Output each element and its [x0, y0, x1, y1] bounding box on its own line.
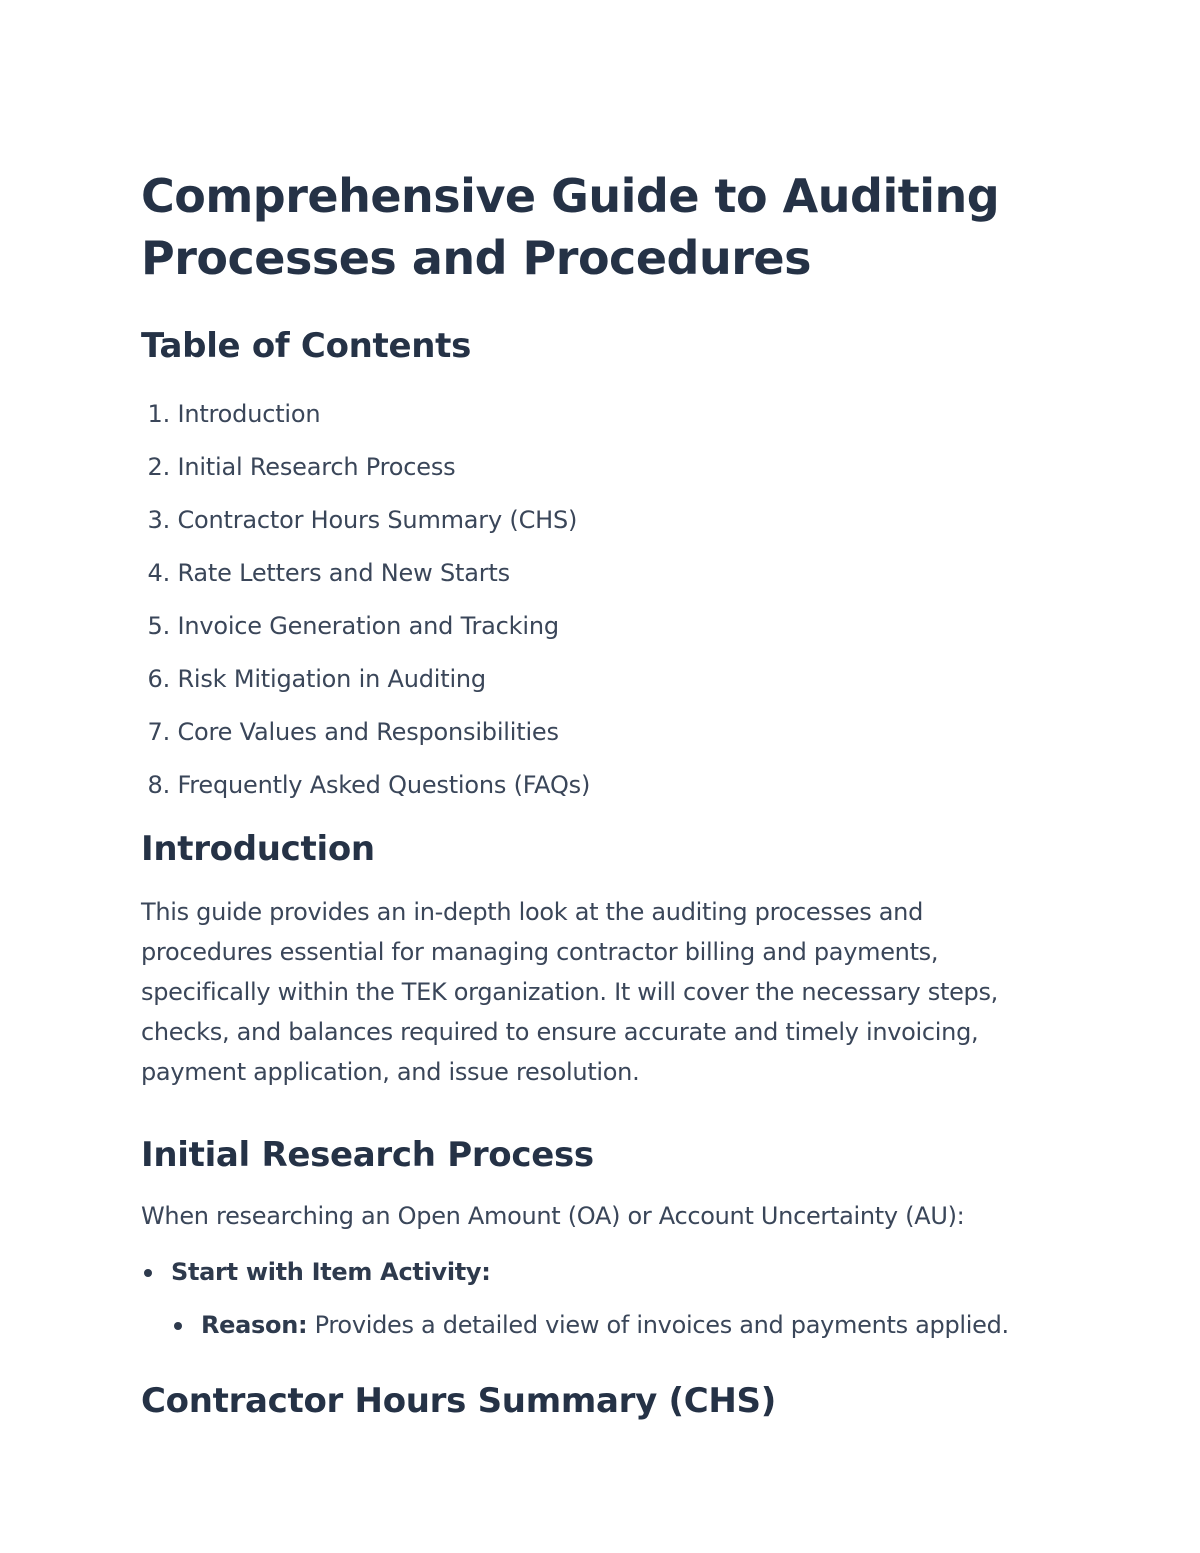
- bullet-text: Provides a detailed view of invoices and payments applied.: [307, 1311, 1009, 1339]
- chs-heading: Contractor Hours Summary (CHS): [141, 1381, 776, 1421]
- toc-item-number: 2.: [147, 453, 170, 481]
- toc-item-number: 6.: [147, 665, 170, 693]
- toc-item: [141, 653, 1061, 706]
- toc-item-label: Frequently Asked Questions (FAQs): [177, 771, 591, 799]
- research-bullet-list: [141, 1246, 1061, 1352]
- bullet-icon: [144, 1269, 152, 1277]
- toc-item-label: Core Values and Responsibilities: [177, 718, 559, 746]
- toc-item-label: Contractor Hours Summary (CHS): [177, 506, 578, 534]
- initial-research-heading: Initial Research Process: [141, 1135, 594, 1175]
- list-item: [141, 1246, 1061, 1299]
- bullet-label: Start with Item Activity:: [171, 1258, 491, 1286]
- toc-item-number: 7.: [147, 718, 170, 746]
- toc-item-number: 8.: [147, 771, 170, 799]
- toc-item: [141, 706, 1061, 759]
- toc-item: [141, 388, 1061, 441]
- toc-item: [141, 494, 1061, 547]
- toc-heading: Table of Contents: [141, 326, 472, 366]
- toc-item-label: Risk Mitigation in Auditing: [177, 665, 486, 693]
- document-page: [141, 165, 1061, 1426]
- toc-item: [141, 759, 1061, 812]
- toc-item-number: 5.: [147, 612, 170, 640]
- toc-item: [141, 600, 1061, 653]
- toc-item-number: 1.: [147, 400, 170, 428]
- table-of-contents: [141, 388, 1061, 812]
- bullet-label: Reason:: [201, 1311, 308, 1339]
- toc-item-number: 3.: [147, 506, 170, 534]
- toc-item-number: 4.: [147, 559, 170, 587]
- toc-item-label: Invoice Generation and Tracking: [177, 612, 559, 640]
- introduction-heading: Introduction: [141, 829, 375, 869]
- bullet-icon: [174, 1322, 182, 1330]
- toc-item-label: Initial Research Process: [177, 453, 456, 481]
- toc-item-label: Rate Letters and New Starts: [177, 559, 510, 587]
- introduction-paragraph: This guide provides an in-depth look at the auditing processes and procedures essential for managing contractor billing and payments, specifically within the TEK organization. It will cover the necessary steps, checks, and balances required to ensure accurate and timely invoicing, payment application, and issue resolution.: [141, 898, 999, 1086]
- toc-item: [141, 441, 1061, 494]
- initial-research-lead: When researching an Open Amount (OA) or Account Uncertainty (AU):: [141, 1202, 965, 1230]
- toc-item-label: Introduction: [177, 400, 321, 428]
- toc-item: [141, 547, 1061, 600]
- document-title: Comprehensive Guide to Auditing Processes and Procedures: [141, 169, 1000, 285]
- list-item: [141, 1299, 1061, 1352]
